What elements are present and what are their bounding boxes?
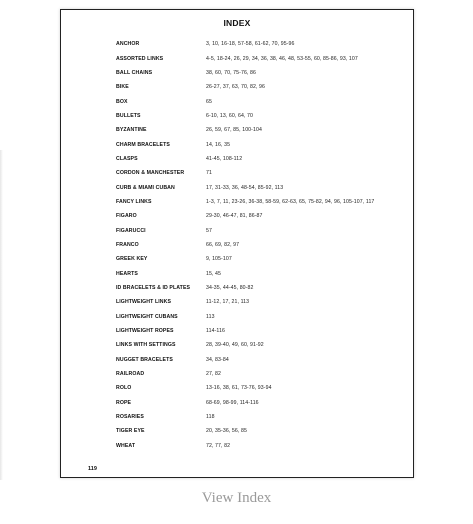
index-entry: [116, 252, 416, 266]
entry-term: BIKE: [116, 84, 129, 91]
entry-term: WHEAT: [116, 442, 136, 449]
index-title: INDEX: [223, 18, 251, 28]
index-entry: [116, 166, 416, 180]
entry-pages: 113: [206, 313, 215, 320]
entry-term: BALL CHAINS: [116, 69, 153, 76]
entry-term: CHARM BRACELETS: [116, 141, 170, 148]
entry-term: NUGGET BRACELETS: [116, 356, 173, 363]
index-entry: [116, 51, 416, 65]
entry-pages: 38, 60, 70, 75-76, 86: [206, 69, 256, 76]
index-entry: [116, 123, 416, 137]
entry-pages: 114-116: [206, 328, 225, 335]
index-entry: [116, 80, 416, 94]
entry-pages: 3, 10, 16-18, 57-58, 61-62, 70, 95-96: [206, 41, 295, 48]
index-entry: [116, 238, 416, 252]
entry-pages: 34-35, 44-45, 80-82: [206, 285, 254, 292]
adjacent-page-edge: [0, 150, 3, 480]
entry-term: ROLO: [116, 385, 132, 392]
entry-pages: 41-45, 108-112: [206, 155, 243, 162]
entry-pages: 72, 77, 82: [206, 442, 231, 449]
entry-term: GREEK KEY: [116, 256, 148, 263]
index-entry: [116, 396, 416, 410]
index-entry: [116, 310, 416, 324]
entry-pages: 13-16, 38, 61, 73-76, 93-94: [206, 385, 272, 392]
index-entry: [116, 367, 416, 381]
entry-pages: 14, 16, 35: [206, 141, 231, 148]
entry-pages: 71: [206, 170, 212, 177]
entry-term: HEARTS: [116, 270, 138, 277]
index-entry: [116, 281, 416, 295]
entry-term: LIGHTWEIGHT ROPES: [116, 328, 174, 335]
entry-term: LIGHTWEIGHT LINKS: [116, 299, 172, 306]
index-entry: [116, 439, 416, 453]
view-index-link[interactable]: View Index: [201, 490, 272, 506]
index-entry: [116, 338, 416, 352]
index-entry: [116, 324, 416, 338]
index-entry: [116, 137, 416, 151]
entry-pages: 11-12, 17, 21, 113: [206, 299, 250, 306]
index-entry: [116, 267, 416, 281]
entry-pages: 6-10, 13, 60, 64, 70: [206, 112, 253, 119]
entry-term: LINKS WITH SETTINGS: [116, 342, 176, 349]
index-entry: [116, 424, 416, 438]
entry-term: FANCY LINKS: [116, 198, 152, 205]
entry-pages: 1-3, 7, 11, 23-26, 36-38, 58-59, 62-63, 65, 75-82, 94, 96, 105-107, 117: [206, 198, 375, 205]
entry-term: CURB & MIAMI CUBAN: [116, 184, 175, 191]
entry-pages: 26-27, 37, 63, 70, 82, 96: [206, 84, 266, 91]
entry-term: RAILROAD: [116, 371, 145, 378]
entry-pages: 68-69, 98-99, 114-116: [206, 399, 259, 406]
entry-term: BYZANTINE: [116, 127, 147, 134]
entry-term: BOX: [116, 98, 128, 105]
index-entry: [116, 410, 416, 424]
entry-term: TIGER EYE: [116, 428, 145, 435]
entry-term: FRANCO: [116, 241, 139, 248]
entry-term: BULLETS: [116, 112, 141, 119]
entry-pages: 29-30, 46-47, 81, 86-87: [206, 213, 263, 220]
index-entry: [116, 152, 416, 166]
entry-pages: 26, 59, 67, 85, 100-104: [206, 127, 262, 134]
entry-pages: 66, 69, 82, 97: [206, 241, 240, 248]
index-entries-list: [116, 37, 416, 453]
index-entry: [116, 209, 416, 223]
entry-term: ROPE: [116, 399, 132, 406]
index-entry: [116, 195, 416, 209]
entry-term: ID BRACELETS & ID PLATES: [116, 285, 191, 292]
entry-term: ANCHOR: [116, 41, 140, 48]
index-entry: [116, 66, 416, 80]
entry-pages: 28, 39-40, 49, 60, 91-92: [206, 342, 264, 349]
entry-term: CLASPS: [116, 155, 138, 162]
index-entry: [116, 295, 416, 309]
entry-term: FIGARUCCI: [116, 227, 146, 234]
entry-term: FIGARO: [116, 213, 137, 220]
index-entry: [116, 37, 416, 51]
index-entry: [116, 381, 416, 395]
entry-pages: 65: [206, 98, 212, 105]
entry-pages: 118: [206, 414, 215, 421]
index-page[interactable]: [60, 9, 414, 478]
index-entry: [116, 353, 416, 367]
entry-pages: 20, 35-36, 56, 85: [206, 428, 247, 435]
entry-pages: 34, 83-84: [206, 356, 229, 363]
index-entry: [116, 109, 416, 123]
entry-pages: 17, 31-33, 36, 48-54, 85-92, 113: [206, 184, 284, 191]
entry-pages: 4-5, 18-24, 26, 29, 34, 36, 38, 46, 48, 53-55, 60, 85-86, 93, 107: [206, 55, 358, 62]
entry-pages: 9, 105-107: [206, 256, 232, 263]
entry-pages: 27, 82: [206, 371, 222, 378]
entry-pages: 57: [206, 227, 212, 234]
entry-term: ASSORTED LINKS: [116, 55, 164, 62]
index-entry: [116, 180, 416, 194]
entry-term: CORDON & MANCHESTER: [116, 170, 185, 177]
entry-term: LIGHTWEIGHT CUBANS: [116, 313, 178, 320]
entry-pages: 15, 45: [206, 270, 222, 277]
index-entry: [116, 94, 416, 108]
entry-term: ROSARIES: [116, 414, 144, 421]
index-entry: [116, 223, 416, 237]
page-number: 119: [88, 466, 97, 472]
